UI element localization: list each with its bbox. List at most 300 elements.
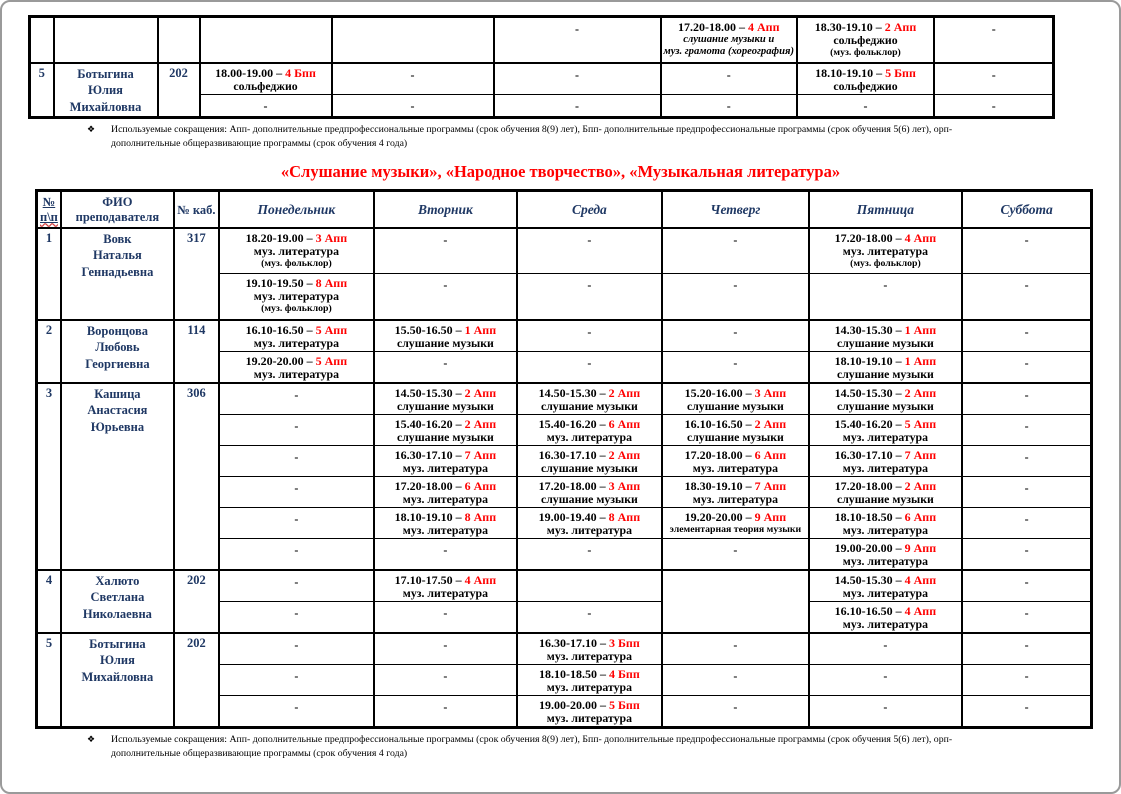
lesson-subject: муз. литература [546, 710, 632, 725]
lesson-cell [662, 383, 809, 415]
lesson-time-group [520, 479, 659, 493]
lesson-time-group [812, 323, 959, 337]
lesson-time-group [377, 323, 514, 337]
lesson-cell [662, 445, 809, 476]
dash-cell [962, 228, 1092, 274]
lesson-time: 17.20-18.00 – [394, 478, 462, 493]
header-teacher-name-line: преподавателя [75, 210, 160, 225]
lesson-group: 7 Апп [754, 478, 787, 493]
lesson-cell [662, 507, 809, 538]
lesson-cell [797, 63, 934, 95]
dash: - [443, 605, 448, 620]
top-schedule-table-wrap [28, 15, 1119, 119]
lesson-subject: муз. литература [402, 491, 488, 506]
teacher-name-line: Анастасия [87, 403, 148, 418]
dash: - [1024, 355, 1029, 370]
dash-cell [219, 570, 374, 602]
teacher-name [54, 17, 158, 63]
dash: - [1024, 480, 1029, 495]
teacher-name-line: Юлия [88, 83, 123, 97]
lesson-subject: муз. литература [546, 429, 632, 444]
dash: - [294, 480, 299, 495]
lesson-time: 17.20-18.00 – [684, 447, 752, 462]
schedule-subrow [37, 320, 1092, 352]
teacher-name [61, 228, 174, 320]
dash-cell [219, 445, 374, 476]
dash: - [443, 232, 448, 247]
lesson-cell [374, 320, 517, 352]
lesson-cell [809, 601, 962, 633]
teacher-name [61, 570, 174, 633]
lesson-group: 4 Бпп [285, 65, 316, 80]
lesson-time: 14.30-15.30 – [834, 322, 902, 337]
dash: - [294, 511, 299, 526]
dash: - [294, 574, 299, 589]
dash: - [863, 98, 868, 113]
header-day-friday: Пятница [809, 191, 962, 228]
lesson-subject: (муз. фольклор) [261, 303, 332, 315]
lesson-time: 19.00-19.40 – [538, 509, 606, 524]
lesson-subject: муз. литература [253, 335, 339, 350]
dash-cell [962, 633, 1092, 665]
footnote-line: дополнительные общеразвивающие программы (срок обучения 4 года) [111, 138, 408, 150]
lesson-cell [374, 570, 517, 602]
lesson-time-group [812, 479, 959, 493]
dash-cell [962, 601, 1092, 633]
lesson-subject: муз. грамота (хореография) [663, 46, 794, 57]
lesson-time: 17.20-18.00 – [834, 230, 902, 245]
lesson-group: 7 Апп [464, 447, 497, 462]
dash-cell [962, 445, 1092, 476]
lesson-cell [374, 507, 517, 538]
dash-cell [219, 414, 374, 445]
lesson-cell [517, 414, 662, 445]
lesson-time-group [812, 231, 959, 245]
teacher-name-line: Ботыгина [89, 636, 146, 651]
dash: - [991, 22, 996, 36]
lesson-group: 2 Апп [904, 385, 937, 400]
dash: - [575, 22, 579, 36]
dash-cell [219, 633, 374, 665]
teacher-name [54, 63, 158, 118]
lesson-time-group [222, 354, 371, 368]
lesson-time: 15.50-16.50 – [394, 322, 462, 337]
lesson-subject: слушание музыки [396, 429, 494, 444]
lesson-cell [219, 351, 374, 383]
lesson-group: 6 Апп [754, 447, 787, 462]
dash-cell [662, 228, 809, 274]
header-num [37, 191, 61, 228]
lesson-time: 18.30-19.10 – [814, 20, 882, 34]
row-number [30, 17, 54, 63]
row-number: 2 [37, 320, 61, 383]
lesson-cell [374, 476, 517, 507]
lesson-group: 2 Апп [464, 416, 497, 431]
teacher-name-line: Юрьевна [90, 419, 145, 434]
lesson-cell [517, 633, 662, 665]
lesson-subject: слушание музыки [836, 366, 934, 381]
lesson-cell [809, 414, 962, 445]
dash: - [575, 98, 579, 113]
teacher-row-group [37, 320, 1092, 383]
teacher-row-group [30, 17, 1054, 63]
dash: - [733, 278, 738, 293]
dash: - [991, 67, 996, 82]
lesson-time-group [520, 667, 659, 681]
empty-cell [662, 570, 809, 633]
dash: - [294, 449, 299, 464]
dash: - [1024, 418, 1029, 433]
footnote-bullet: ❖ [87, 124, 96, 134]
lesson-group: 1 Апп [904, 353, 937, 368]
dash-cell [219, 383, 374, 415]
dash-cell [662, 633, 809, 665]
lesson-group: 2 Апп [464, 385, 497, 400]
lesson-subject: слушание музыки [836, 398, 934, 413]
lesson-cell [797, 17, 934, 63]
schedule-subrow [37, 383, 1092, 415]
lesson-time-group [812, 604, 959, 618]
dash-cell [662, 274, 809, 320]
dash: - [1024, 542, 1029, 557]
lesson-subject: муз. литература [692, 460, 778, 475]
header-day-thursday: Четверг [662, 191, 809, 228]
dash-cell [962, 383, 1092, 415]
dash-cell [517, 351, 662, 383]
lesson-group: 2 Апп [754, 416, 787, 431]
dash: - [883, 278, 888, 293]
lesson-subject: муз. литература [253, 366, 339, 381]
lesson-group: 5 Бпп [885, 65, 916, 80]
dash: - [1024, 511, 1029, 526]
lesson-time-group [377, 479, 514, 493]
lesson-subject: слушание музыки [396, 398, 494, 413]
lesson-cell [809, 320, 962, 352]
lesson-group: 1 Апп [904, 322, 937, 337]
dash-cell [962, 476, 1092, 507]
lesson-cell [809, 538, 962, 570]
lesson-time-group [377, 448, 514, 462]
dash: - [443, 668, 448, 683]
teacher-name-line: Любовь [95, 340, 140, 355]
lesson-time-group [665, 448, 806, 462]
footnote-top [87, 123, 1119, 151]
lesson-time-group [222, 276, 371, 290]
dash: - [263, 98, 268, 113]
lesson-subject: муз. литература [402, 585, 488, 600]
dash-cell [219, 664, 374, 695]
dash-cell [517, 320, 662, 352]
dash: - [883, 668, 888, 683]
dash-cell [374, 274, 517, 320]
dash: - [443, 699, 448, 714]
lesson-cell [662, 476, 809, 507]
dash: - [1024, 605, 1029, 620]
lesson-time: 19.00-20.00 – [834, 540, 902, 555]
lesson-cell [517, 445, 662, 476]
dash: - [294, 637, 299, 652]
lesson-subject: муз. литература [842, 243, 928, 258]
row-number: 5 [37, 633, 61, 728]
lesson-time-group [664, 20, 794, 34]
lesson-time-group [812, 354, 959, 368]
lesson-time-group [812, 573, 959, 587]
lesson-cell [517, 507, 662, 538]
lesson-group: 4 Бпп [609, 666, 640, 681]
dash: - [294, 605, 299, 620]
lesson-cell [809, 445, 962, 476]
top-schedule-table [28, 15, 1119, 119]
dash: - [733, 232, 738, 247]
dash: - [733, 637, 738, 652]
lesson-time: 14.50-15.30 – [538, 385, 606, 400]
dash: - [1024, 278, 1029, 293]
dash-cell [374, 601, 517, 633]
dash-cell [494, 63, 661, 95]
lesson-cell [219, 274, 374, 320]
dash: - [575, 67, 579, 82]
lesson-time: 16.30-17.10 – [394, 447, 462, 462]
lesson-subject: муз. литература [692, 491, 778, 506]
schedule-subrow [37, 228, 1092, 274]
dash: - [587, 542, 592, 557]
teacher-row-group [30, 63, 1054, 118]
lesson-time-group [812, 417, 959, 431]
lesson-time-group [800, 20, 931, 34]
lesson-subject: муз. литература [253, 243, 339, 258]
lesson-time: 18.20-19.00 – [245, 230, 313, 245]
lesson-subject: муз. литература [842, 429, 928, 444]
dash-cell [517, 228, 662, 274]
dash-cell [809, 633, 962, 665]
lesson-cell [809, 570, 962, 602]
dash: - [587, 278, 592, 293]
dash: - [410, 98, 415, 113]
dash-cell [374, 351, 517, 383]
lesson-subject: элементарная теория музыки [669, 523, 802, 535]
dash-cell [219, 601, 374, 633]
dash: - [294, 387, 299, 402]
lesson-time-group [665, 479, 806, 493]
dash-cell [962, 274, 1092, 320]
dash-cell [962, 320, 1092, 352]
lesson-cell [809, 383, 962, 415]
lesson-time: 18.10-19.10 – [834, 353, 902, 368]
dash: - [883, 637, 888, 652]
lesson-group: 3 Бпп [609, 635, 640, 650]
lesson-time: 16.10-16.50 – [245, 322, 313, 337]
dash: - [1024, 574, 1029, 589]
lesson-time-group [812, 541, 959, 555]
lesson-time: 19.00-20.00 – [539, 697, 606, 712]
lesson-time-group [665, 386, 806, 400]
lesson-subject: сольфеджио [833, 33, 898, 47]
lesson-group: 3 Апп [315, 230, 348, 245]
footnote-line: Используемые сокращения: Апп- дополнительные предпрофессиональные программы (срок обучения 8(9) лет), Бпп- дополнительные предпрофессиональные программы (срок обучения 5(6) лет), орп- [111, 124, 953, 135]
schedule-subrow [37, 633, 1092, 665]
schedule-subrow [30, 17, 1054, 63]
dash: - [726, 67, 731, 82]
teacher-name-line: Наталья [93, 248, 142, 263]
teacher-row-group [37, 383, 1092, 570]
lesson-subject: слушание музыки [396, 335, 494, 350]
main-schedule-table-wrap [35, 189, 1119, 729]
dash-cell [494, 94, 661, 117]
lesson-time-group [665, 417, 806, 431]
dash-cell [517, 601, 662, 633]
dash-cell [809, 274, 962, 320]
schedule-subrow [30, 63, 1054, 95]
dash-cell [219, 538, 374, 570]
lesson-time-group [812, 510, 959, 524]
teacher-name-line: Вовк [103, 231, 132, 246]
room-number: 306 [174, 383, 219, 570]
header-room: № каб. [174, 191, 219, 228]
schedule-table-continuation [28, 15, 1055, 119]
dash: - [726, 98, 731, 113]
dash-cell [797, 94, 934, 117]
lesson-time: 19.20-20.00 – [684, 509, 752, 524]
lesson-group: 4 Апп [904, 230, 937, 245]
lesson-time-group [520, 510, 659, 524]
lesson-subject: муз. литература [842, 616, 928, 631]
lesson-time: 16.10-16.50 – [834, 603, 902, 618]
footnote-bullet: ❖ [87, 733, 96, 744]
lesson-group: 7 Апп [904, 447, 937, 462]
lesson-time-group [520, 448, 659, 462]
dash-cell [662, 320, 809, 352]
lesson-subject: слушание музыки и [683, 34, 775, 45]
main-schedule-table [35, 189, 1119, 729]
lesson-group: 4 Апп [747, 20, 780, 34]
lesson-cell [219, 320, 374, 352]
dash-cell [809, 695, 962, 727]
dash: - [733, 542, 738, 557]
teacher-name-line: Кашица [94, 386, 141, 401]
lesson-group: 9 Апп [754, 509, 787, 524]
dash: - [587, 355, 592, 370]
lesson-group: 8 Апп [464, 509, 497, 524]
lesson-group: 5 Апп [315, 353, 348, 368]
dash: - [1024, 324, 1029, 339]
dash-cell [662, 351, 809, 383]
table-title: «Слушание музыки», «Народное творчество», «Музыкальная литература» [280, 162, 841, 182]
lesson-time: 19.10-19.50 – [245, 276, 313, 291]
footnote-text [111, 733, 952, 761]
lesson-subject: муз. литература [842, 460, 928, 475]
dash-cell [962, 570, 1092, 602]
teacher-name-line: Воронцова [86, 323, 148, 338]
dash-cell [332, 63, 494, 95]
lesson-cell [517, 664, 662, 695]
row-number: 4 [37, 570, 61, 633]
dash-cell [374, 538, 517, 570]
lesson-cell [809, 228, 962, 274]
lesson-cell [517, 383, 662, 415]
dash: - [587, 232, 592, 247]
dash-cell [374, 633, 517, 665]
dash-cell [200, 94, 332, 117]
dash-cell [374, 228, 517, 274]
dash-cell [374, 695, 517, 727]
dash: - [410, 67, 415, 82]
lesson-subject: слушание музыки [836, 335, 934, 350]
teacher-name-line: Ботыгина [77, 66, 134, 81]
dash-cell [934, 17, 1054, 63]
dash: - [443, 355, 448, 370]
teacher-row-group [37, 633, 1092, 728]
lesson-group: 2 Апп [608, 447, 641, 462]
teacher-name [61, 320, 174, 383]
lesson-cell [374, 445, 517, 476]
lesson-time: 14.50-15.30 – [834, 572, 902, 587]
lesson-subject: (муз. фольклор) [261, 257, 332, 269]
teacher-name-line: Халюто [95, 573, 140, 588]
lesson-cell [219, 228, 374, 274]
lesson-group: 2 Апп [904, 478, 937, 493]
lesson-subject: муз. литература [253, 289, 339, 304]
header-num-line: п\п [40, 210, 58, 225]
dash-cell [962, 695, 1092, 727]
row-number: 3 [37, 383, 61, 570]
lesson-time: 17.20-18.00 – [834, 478, 902, 493]
dash-cell [962, 414, 1092, 445]
header-num-line: № [42, 195, 56, 210]
row-number: 5 [30, 63, 54, 118]
lesson-group: 5 Апп [904, 416, 937, 431]
lesson-subject: муз. литература [842, 553, 928, 568]
empty-cell [332, 17, 494, 63]
dash-cell [517, 274, 662, 320]
header-day-wednesday: Среда [517, 191, 662, 228]
lesson-group: 4 Апп [904, 603, 937, 618]
teacher-name-line: Геннадьевна [81, 264, 154, 279]
lesson-subject: муз. литература [402, 460, 488, 475]
dash-cell [809, 664, 962, 695]
dash: - [294, 542, 299, 557]
dash-cell [332, 94, 494, 117]
dash: - [991, 98, 996, 113]
lesson-group: 3 Апп [754, 385, 787, 400]
lesson-time-group [520, 417, 659, 431]
teacher-name-line: Юлия [99, 653, 135, 668]
lesson-group: 6 Апп [464, 478, 497, 493]
dash-cell [374, 664, 517, 695]
lesson-cell [809, 507, 962, 538]
lesson-time-group [222, 323, 371, 337]
lesson-cell [374, 383, 517, 415]
room-number [158, 17, 200, 63]
lesson-time: 17.20-18.00 – [677, 20, 745, 34]
lesson-cell [200, 63, 332, 95]
dash-cell [219, 507, 374, 538]
lesson-subject: слушание музыки [686, 429, 784, 444]
lesson-time-group [812, 448, 959, 462]
lesson-subject: (муз. фольклор) [830, 47, 901, 58]
dash-cell [219, 695, 374, 727]
lesson-subject: муз. литература [546, 648, 632, 663]
lesson-time: 18.10-18.50 – [834, 509, 902, 524]
lesson-time-group [377, 510, 514, 524]
empty-cell [200, 17, 332, 63]
dash: - [733, 355, 738, 370]
lesson-cell [809, 476, 962, 507]
lesson-group: 5 Бпп [609, 697, 640, 712]
dash: - [587, 324, 592, 339]
lesson-time: 15.40-16.20 – [834, 416, 902, 431]
lesson-subject: муз. литература [546, 522, 632, 537]
lesson-time-group [520, 636, 659, 650]
